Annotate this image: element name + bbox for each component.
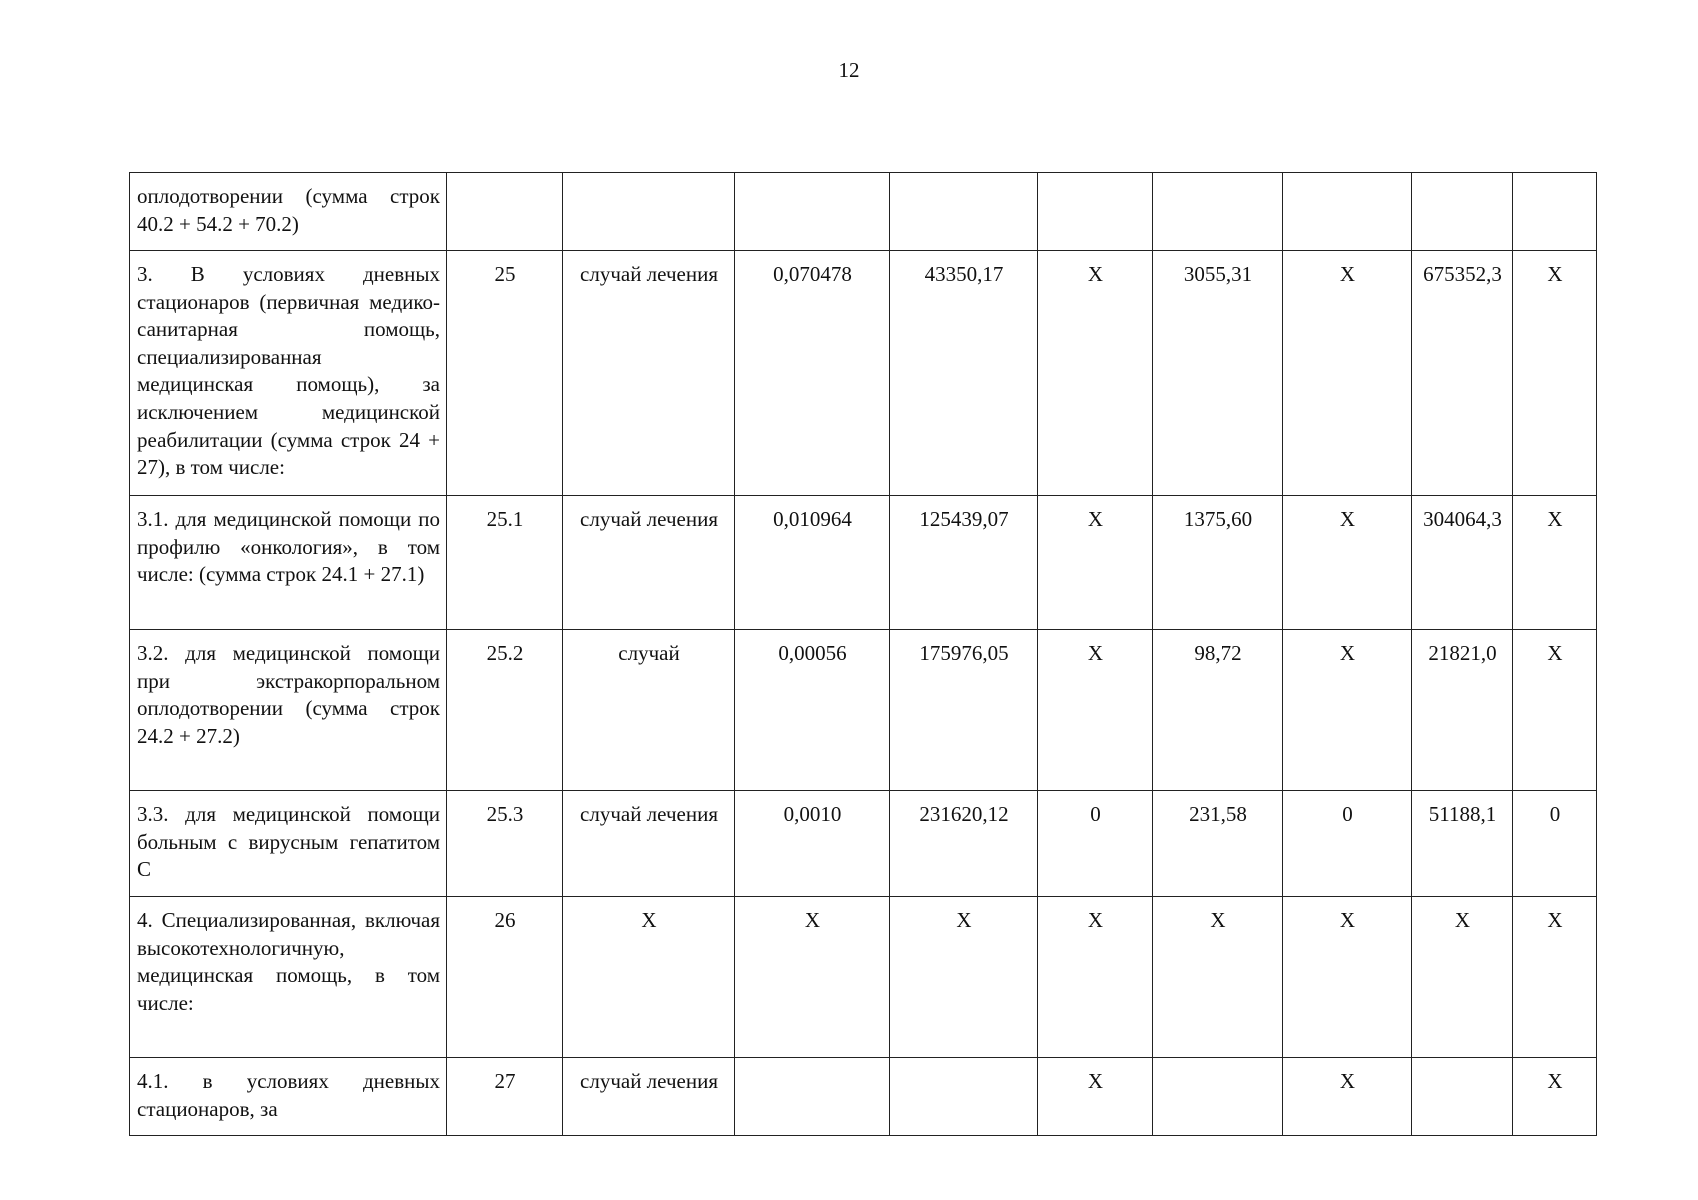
row-value-cell bbox=[1412, 173, 1513, 251]
row-value-cell: 0 bbox=[1283, 791, 1412, 897]
row-value-cell: 51188,1 bbox=[1412, 791, 1513, 897]
row-code-cell: 25.3 bbox=[447, 791, 563, 897]
row-unit-cell: случай лечения bbox=[563, 251, 735, 496]
row-value-cell: 21821,0 bbox=[1412, 630, 1513, 791]
row-value-cell: X bbox=[1038, 897, 1153, 1058]
row-code-cell: 25.1 bbox=[447, 496, 563, 630]
row-value-cell: 0 bbox=[1038, 791, 1153, 897]
row-code-cell: 25.2 bbox=[447, 630, 563, 791]
row-value-cell: X bbox=[1513, 496, 1597, 630]
data-table bbox=[129, 172, 1597, 1136]
row-value-cell: 0 bbox=[1513, 791, 1597, 897]
row-value-cell bbox=[1283, 173, 1412, 251]
table-row bbox=[130, 251, 1597, 496]
row-value-cell bbox=[1412, 1058, 1513, 1136]
row-unit-cell: случай лечения bbox=[563, 791, 735, 897]
row-value-cell: X bbox=[1038, 630, 1153, 791]
table-row bbox=[130, 173, 1597, 251]
table-row bbox=[130, 1058, 1597, 1136]
row-value-cell: 3055,31 bbox=[1153, 251, 1283, 496]
row-value-cell: 98,72 bbox=[1153, 630, 1283, 791]
row-code-cell bbox=[447, 173, 563, 251]
row-value-cell: X bbox=[1513, 897, 1597, 1058]
row-code-cell: 27 bbox=[447, 1058, 563, 1136]
row-name-cell: 3.2. для медицинской помощи при экстракорпоральном оплодотворении (сумма строк 24.2 + 27.2) bbox=[130, 630, 447, 791]
row-value-cell bbox=[1038, 173, 1153, 251]
row-name-cell: 3. В условиях дневных стационаров (первичная медико-санитарная помощь, специализированная медицинская помощь), за исключением медицинской реабилитации (сумма строк 24 + 27), в том числе: bbox=[130, 251, 447, 496]
row-name-cell: 3.1. для медицинской помощи по профилю «онкология», в том числе: (сумма строк 24.1 + 27.1) bbox=[130, 496, 447, 630]
row-value-cell bbox=[735, 173, 890, 251]
row-value-cell: X bbox=[1283, 630, 1412, 791]
row-value-cell: 0,00056 bbox=[735, 630, 890, 791]
table-row bbox=[130, 630, 1597, 791]
row-value-cell bbox=[1153, 1058, 1283, 1136]
table-row bbox=[130, 897, 1597, 1058]
row-unit-cell bbox=[563, 173, 735, 251]
table-row bbox=[130, 496, 1597, 630]
row-value-cell: 304064,3 bbox=[1412, 496, 1513, 630]
page-number: 12 bbox=[838, 58, 860, 82]
row-value-cell: X bbox=[1283, 496, 1412, 630]
row-code-cell: 25 bbox=[447, 251, 563, 496]
row-value-cell: X bbox=[1513, 630, 1597, 791]
row-value-cell bbox=[1513, 173, 1597, 251]
row-value-cell: X bbox=[1038, 1058, 1153, 1136]
row-value-cell: X bbox=[1513, 251, 1597, 496]
row-value-cell: X bbox=[890, 897, 1038, 1058]
row-value-cell bbox=[890, 1058, 1038, 1136]
row-name-cell: 3.3. для медицинской помощи больным с вирусным гепатитом С bbox=[130, 791, 447, 897]
row-value-cell: X bbox=[1283, 251, 1412, 496]
row-value-cell: 675352,3 bbox=[1412, 251, 1513, 496]
row-value-cell: X bbox=[1283, 1058, 1412, 1136]
row-value-cell: X bbox=[1283, 897, 1412, 1058]
row-value-cell: 43350,17 bbox=[890, 251, 1038, 496]
row-value-cell: 0,070478 bbox=[735, 251, 890, 496]
table-row bbox=[130, 791, 1597, 897]
row-value-cell bbox=[890, 173, 1038, 251]
row-value-cell: 0,0010 bbox=[735, 791, 890, 897]
row-value-cell: 125439,07 bbox=[890, 496, 1038, 630]
row-value-cell bbox=[1153, 173, 1283, 251]
row-value-cell bbox=[735, 1058, 890, 1136]
row-value-cell: 231620,12 bbox=[890, 791, 1038, 897]
row-name-cell: оплодотворении (сумма строк 40.2 + 54.2 + 70.2) bbox=[130, 173, 447, 251]
row-unit-cell: X bbox=[563, 897, 735, 1058]
row-value-cell: X bbox=[735, 897, 890, 1058]
row-value-cell: X bbox=[1038, 496, 1153, 630]
row-unit-cell: случай лечения bbox=[563, 1058, 735, 1136]
row-value-cell: 175976,05 bbox=[890, 630, 1038, 791]
row-value-cell: 1375,60 bbox=[1153, 496, 1283, 630]
row-unit-cell: случай лечения bbox=[563, 496, 735, 630]
row-value-cell: 231,58 bbox=[1153, 791, 1283, 897]
row-value-cell: X bbox=[1412, 897, 1513, 1058]
row-name-cell: 4.1. в условиях дневных стационаров, за bbox=[130, 1058, 447, 1136]
row-unit-cell: случай bbox=[563, 630, 735, 791]
row-name-cell: 4. Специализированная, включая высокотехнологичную, медицинская помощь, в том числе: bbox=[130, 897, 447, 1058]
row-value-cell: X bbox=[1153, 897, 1283, 1058]
row-value-cell: 0,010964 bbox=[735, 496, 890, 630]
row-code-cell: 26 bbox=[447, 897, 563, 1058]
row-value-cell: X bbox=[1038, 251, 1153, 496]
row-value-cell: X bbox=[1513, 1058, 1597, 1136]
